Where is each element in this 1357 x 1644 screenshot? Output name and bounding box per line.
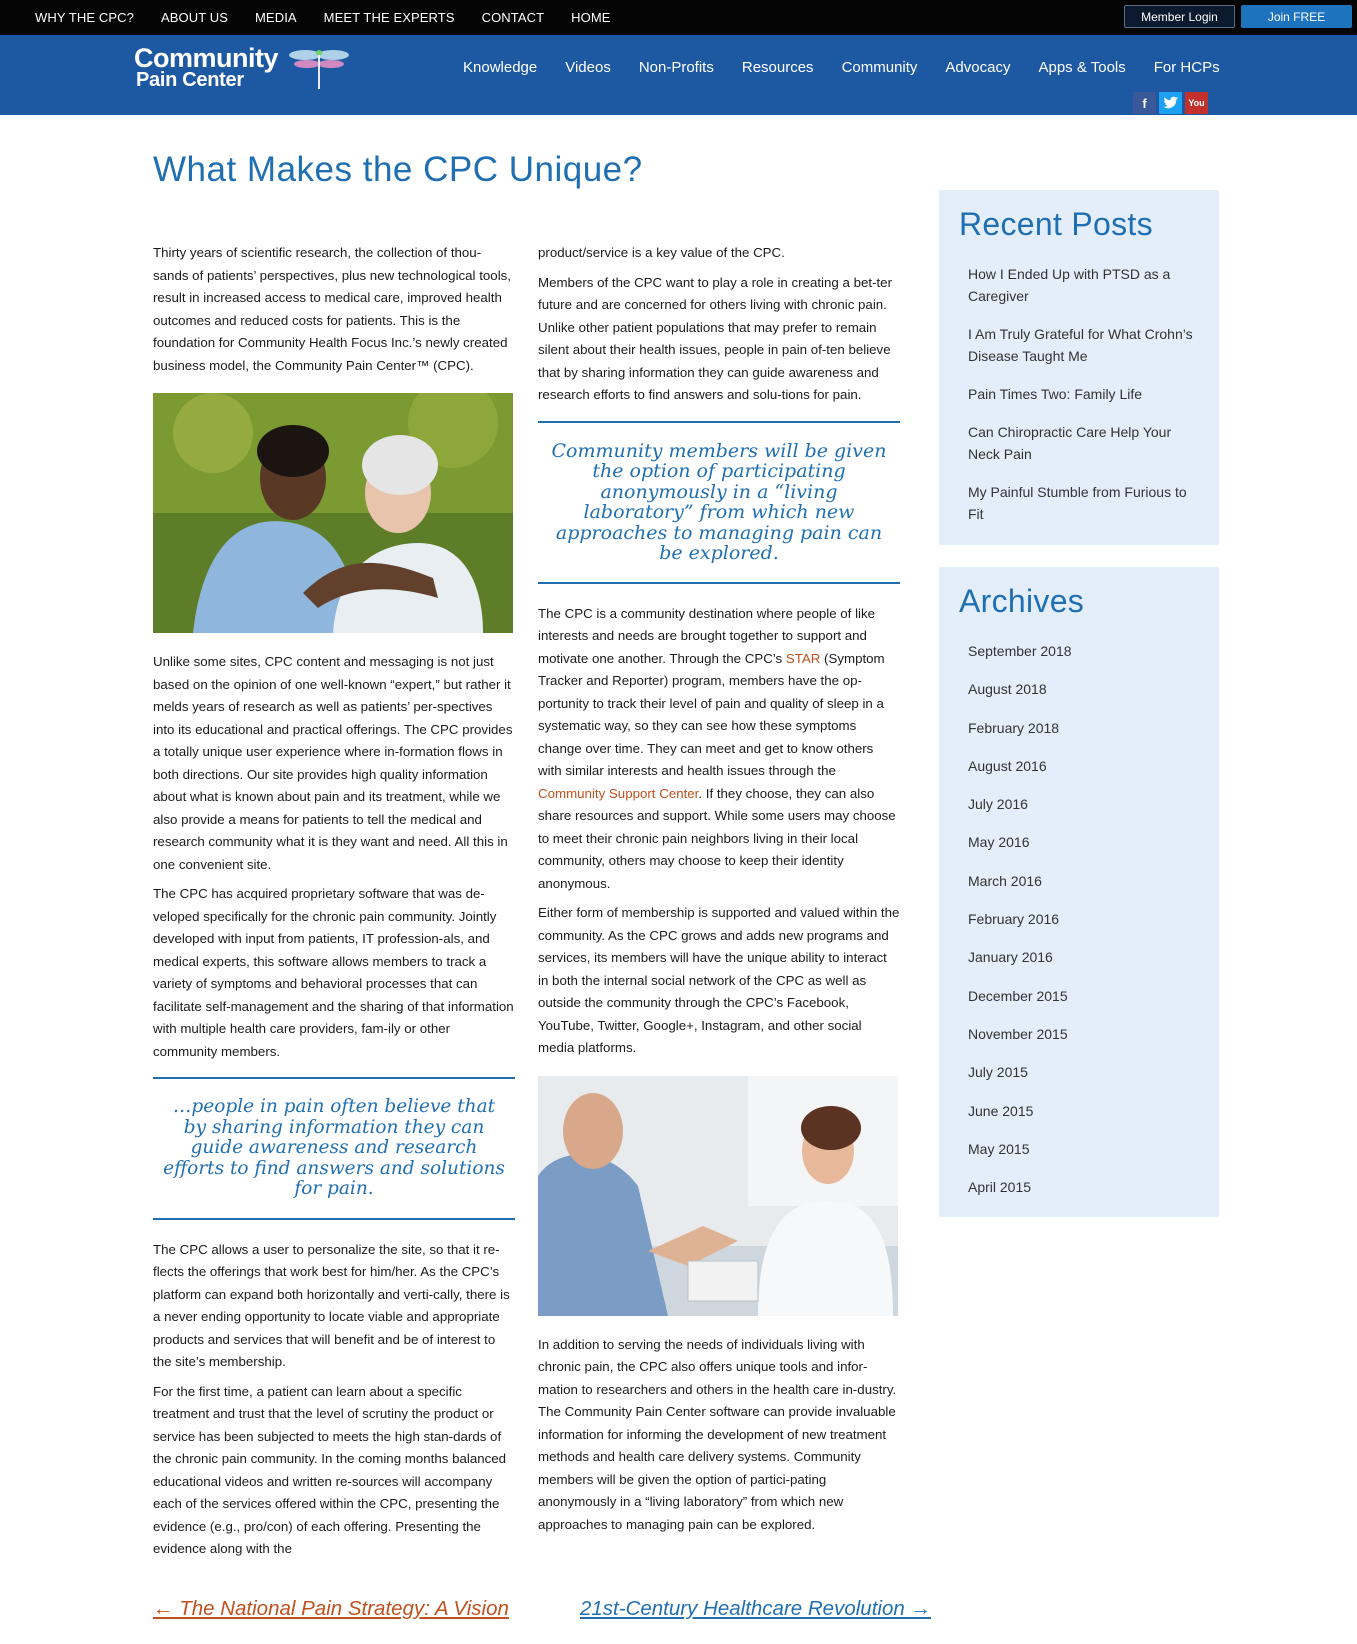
nav-community[interactable]: Community <box>841 59 918 76</box>
next-post-link[interactable]: 21st-Century Healthcare Revolution → <box>580 1597 931 1620</box>
archive-link[interactable]: June 2015 <box>968 1102 1034 1119</box>
left-paragraph-1: Thirty years of scientific research, the collection of thou-sands of patients’ perspectives, plus new technological tools, result in increased access to medical care, improved health outcomes and reduced costs for patients. This is the foundation for Community Health Focus Inc.’s newly created business model, the Community Pain Center™ (CPC). <box>153 245 511 373</box>
community-support-center-link[interactable]: Community Support Center <box>538 785 699 801</box>
recent-post-link[interactable]: How I Ended Up with PTSD as a Caregiver <box>968 266 1171 304</box>
archives-heading: Archives <box>959 583 1085 619</box>
left-paragraph-2: Unlike some sites, CPC content and messaging is not just based on the opinion of one well-known “expert,” but rather it melds years of research as well as patients’ per-spectives into its educational and practical offerings. The CPC provides a totally unique user experience where in-formation flows in both directions. Our site provides high quality information about what is known about pain and its treatment, while we also provide a means for patients to tell the medical and research community what it is they want and need. All this in one convenient site. <box>153 654 513 872</box>
top-link-contact[interactable]: CONTACT <box>481 10 545 25</box>
right-paragraph-3-part-c: . If they choose, they can also share resources and support. While some users may choose to meet their chronic pain neighbors living in their local community, others may choose to keep their identity anonymous. <box>538 785 896 891</box>
top-link-about-us[interactable]: ABOUT US <box>160 10 228 25</box>
right-paragraph-3-part-b: (Symptom Tracker and Reporter) program, members have the op-portunity to track their level of pain and quality of sleep in a systematic way, so they can see how these symptoms change over time. They can meet and get to know others with similar interests and health issues through the <box>538 650 885 778</box>
nav-non-profits[interactable]: Non-Profits <box>638 59 714 76</box>
doctor-handshake-photo <box>538 1076 898 1316</box>
archive-link[interactable]: March 2016 <box>968 872 1042 889</box>
logo-line-1: Community <box>134 43 278 73</box>
archive-link[interactable]: November 2015 <box>968 1025 1068 1042</box>
archive-link[interactable]: May 2015 <box>968 1140 1030 1157</box>
archives-list <box>959 640 1199 1198</box>
logo-line-2: Pain Center <box>136 69 244 91</box>
recent-posts-list <box>959 263 1199 525</box>
social-links <box>1133 92 1208 114</box>
right-paragraph-4: Either form of membership is supported and valued within the community. As the CPC grows and adds new programs and services, its members will have the unique ability to interact in both the internal social network of the CPC as well as outside the community through the CPC’s Facebook, YouTube, Twitter, Google+, Instagram, and other social media platforms. <box>538 905 900 1055</box>
site-logo[interactable] <box>134 43 354 91</box>
site-header <box>0 35 1357 115</box>
main-nav <box>449 59 1234 76</box>
article-left-column <box>153 242 515 1568</box>
archive-link[interactable]: December 2015 <box>968 987 1068 1004</box>
nav-resources[interactable]: Resources <box>741 59 814 76</box>
recent-post-link[interactable]: Can Chiropractic Care Help Your Neck Pain <box>968 424 1172 462</box>
top-link-meet-experts[interactable]: MEET THE EXPERTS <box>323 10 455 25</box>
right-paragraph-5: In addition to serving the needs of individuals living with chronic pain, the CPC also offers unique tools and infor-mation to researchers and others in the health care in-dustry. The Community Pain Center software can provide invaluable information for informing the development of new treatment methods and health care delivery systems. Community members will be given the option of partici-pating anonymously in a “living laboratory” from which new approaches to managing pain can be explored. <box>538 1336 897 1532</box>
right-paragraph-3 <box>538 603 900 896</box>
dragonfly-icon <box>288 45 350 91</box>
archive-link[interactable]: July 2016 <box>968 796 1028 813</box>
left-pull-quote: …people in pain often believe that by sharing information they can guide awareness and research efforts to find answers and solutions for pain. <box>153 1077 515 1220</box>
right-paragraph-1: product/service is a key value of the CPC. <box>538 245 785 260</box>
top-link-media[interactable]: MEDIA <box>255 10 297 25</box>
page-title: What Makes the CPC Unique? <box>153 150 643 189</box>
join-free-button[interactable]: Join FREE <box>1241 5 1352 28</box>
member-login-button[interactable]: Member Login <box>1124 5 1235 28</box>
archive-link[interactable]: September 2018 <box>968 643 1072 659</box>
archive-link[interactable]: August 2018 <box>968 681 1047 698</box>
facebook-icon[interactable]: f <box>1133 92 1156 114</box>
recent-post-link[interactable]: I Am Truly Grateful for What Crohn’s Disease Taught Me <box>968 326 1193 364</box>
recent-post-link[interactable]: Pain Times Two: Family Life <box>968 386 1143 402</box>
right-paragraph-3-part-a: The CPC is a community destination where people of like interests and needs are brought together to support and motivate one another. Through the CPC’s <box>538 605 876 666</box>
right-paragraph-2: Members of the CPC want to play a role in creating a bet-ter future and are concerned for others living with chronic pain. Unlike other patient populations that may prefer to remain silent about their health issues, people in pain of-ten believe that by sharing information they can guide awareness and research efforts to find answers and solu-tions for pain. <box>538 274 893 402</box>
archive-link[interactable]: February 2016 <box>968 911 1060 928</box>
twitter-icon[interactable] <box>1159 92 1182 114</box>
archive-link[interactable]: July 2015 <box>968 1064 1028 1081</box>
top-links <box>35 0 638 35</box>
recent-posts-heading: Recent Posts <box>959 206 1153 242</box>
youtube-icon[interactable]: You <box>1185 92 1208 114</box>
archive-link[interactable]: April 2015 <box>968 1179 1032 1196</box>
left-paragraph-4: The CPC allows a user to personalize the site, so that it re-flects the offerings that work best for him/her. As the CPC’s platform can expand both horizontally and verti-cally, there is a never ending opportunity to locate viable and appropriate products and services that will benefit and be of interest to the site’s membership. <box>153 1241 510 1369</box>
left-paragraph-5: For the first time, a patient can learn about a specific treatment and trust that the level of scrutiny the product or service has been subjected to meets the high stan-dards of the chronic pain community. In the coming months balanced educational videos and written re-sources will accompany each of the services offered within the CPC, presenting the evidence (e.g., pro/con) of each offering. Presenting the evidence along with the <box>153 1383 507 1556</box>
nav-advocacy[interactable]: Advocacy <box>945 59 1011 76</box>
recent-post-link[interactable]: My Painful Stumble from Furious to Fit <box>968 484 1187 522</box>
archive-link[interactable]: May 2016 <box>968 834 1030 851</box>
left-paragraph-3: The CPC has acquired proprietary software that was de-veloped specifically for the chronic pain community. Jointly developed with input from patients, IT profession-als, and medical experts, this software allows members to track a variety of symptoms and behavioral processes that can facilitate self-management and the sharing of that information with multiple health care providers, fam-ily or other community members. <box>153 886 514 1059</box>
nav-for-hcps[interactable]: For HCPs <box>1153 59 1220 76</box>
top-link-why-cpc[interactable]: WHY THE CPC? <box>35 10 134 25</box>
nav-apps-tools[interactable]: Apps & Tools <box>1038 59 1126 76</box>
top-link-home[interactable]: HOME <box>571 10 611 25</box>
recent-posts-widget <box>939 190 1219 545</box>
nav-videos[interactable]: Videos <box>565 59 611 76</box>
top-utility-bar <box>0 0 1357 35</box>
nurse-and-elderly-patient-photo <box>153 393 513 633</box>
star-program-link[interactable]: STAR <box>785 650 821 666</box>
archives-widget <box>939 567 1219 1217</box>
previous-post-link[interactable]: ← The National Pain Strategy: A Vision <box>153 1597 509 1620</box>
archive-link[interactable]: August 2016 <box>968 757 1047 774</box>
archive-link[interactable]: January 2016 <box>968 949 1053 966</box>
archive-link[interactable]: February 2018 <box>968 719 1060 736</box>
article-right-column <box>538 242 900 1543</box>
nav-knowledge[interactable]: Knowledge <box>463 59 538 76</box>
right-pull-quote: Community members will be given the option of participating anonymously in a “living laboratory” from which new approaches to managing pain can be explored. <box>538 421 900 584</box>
